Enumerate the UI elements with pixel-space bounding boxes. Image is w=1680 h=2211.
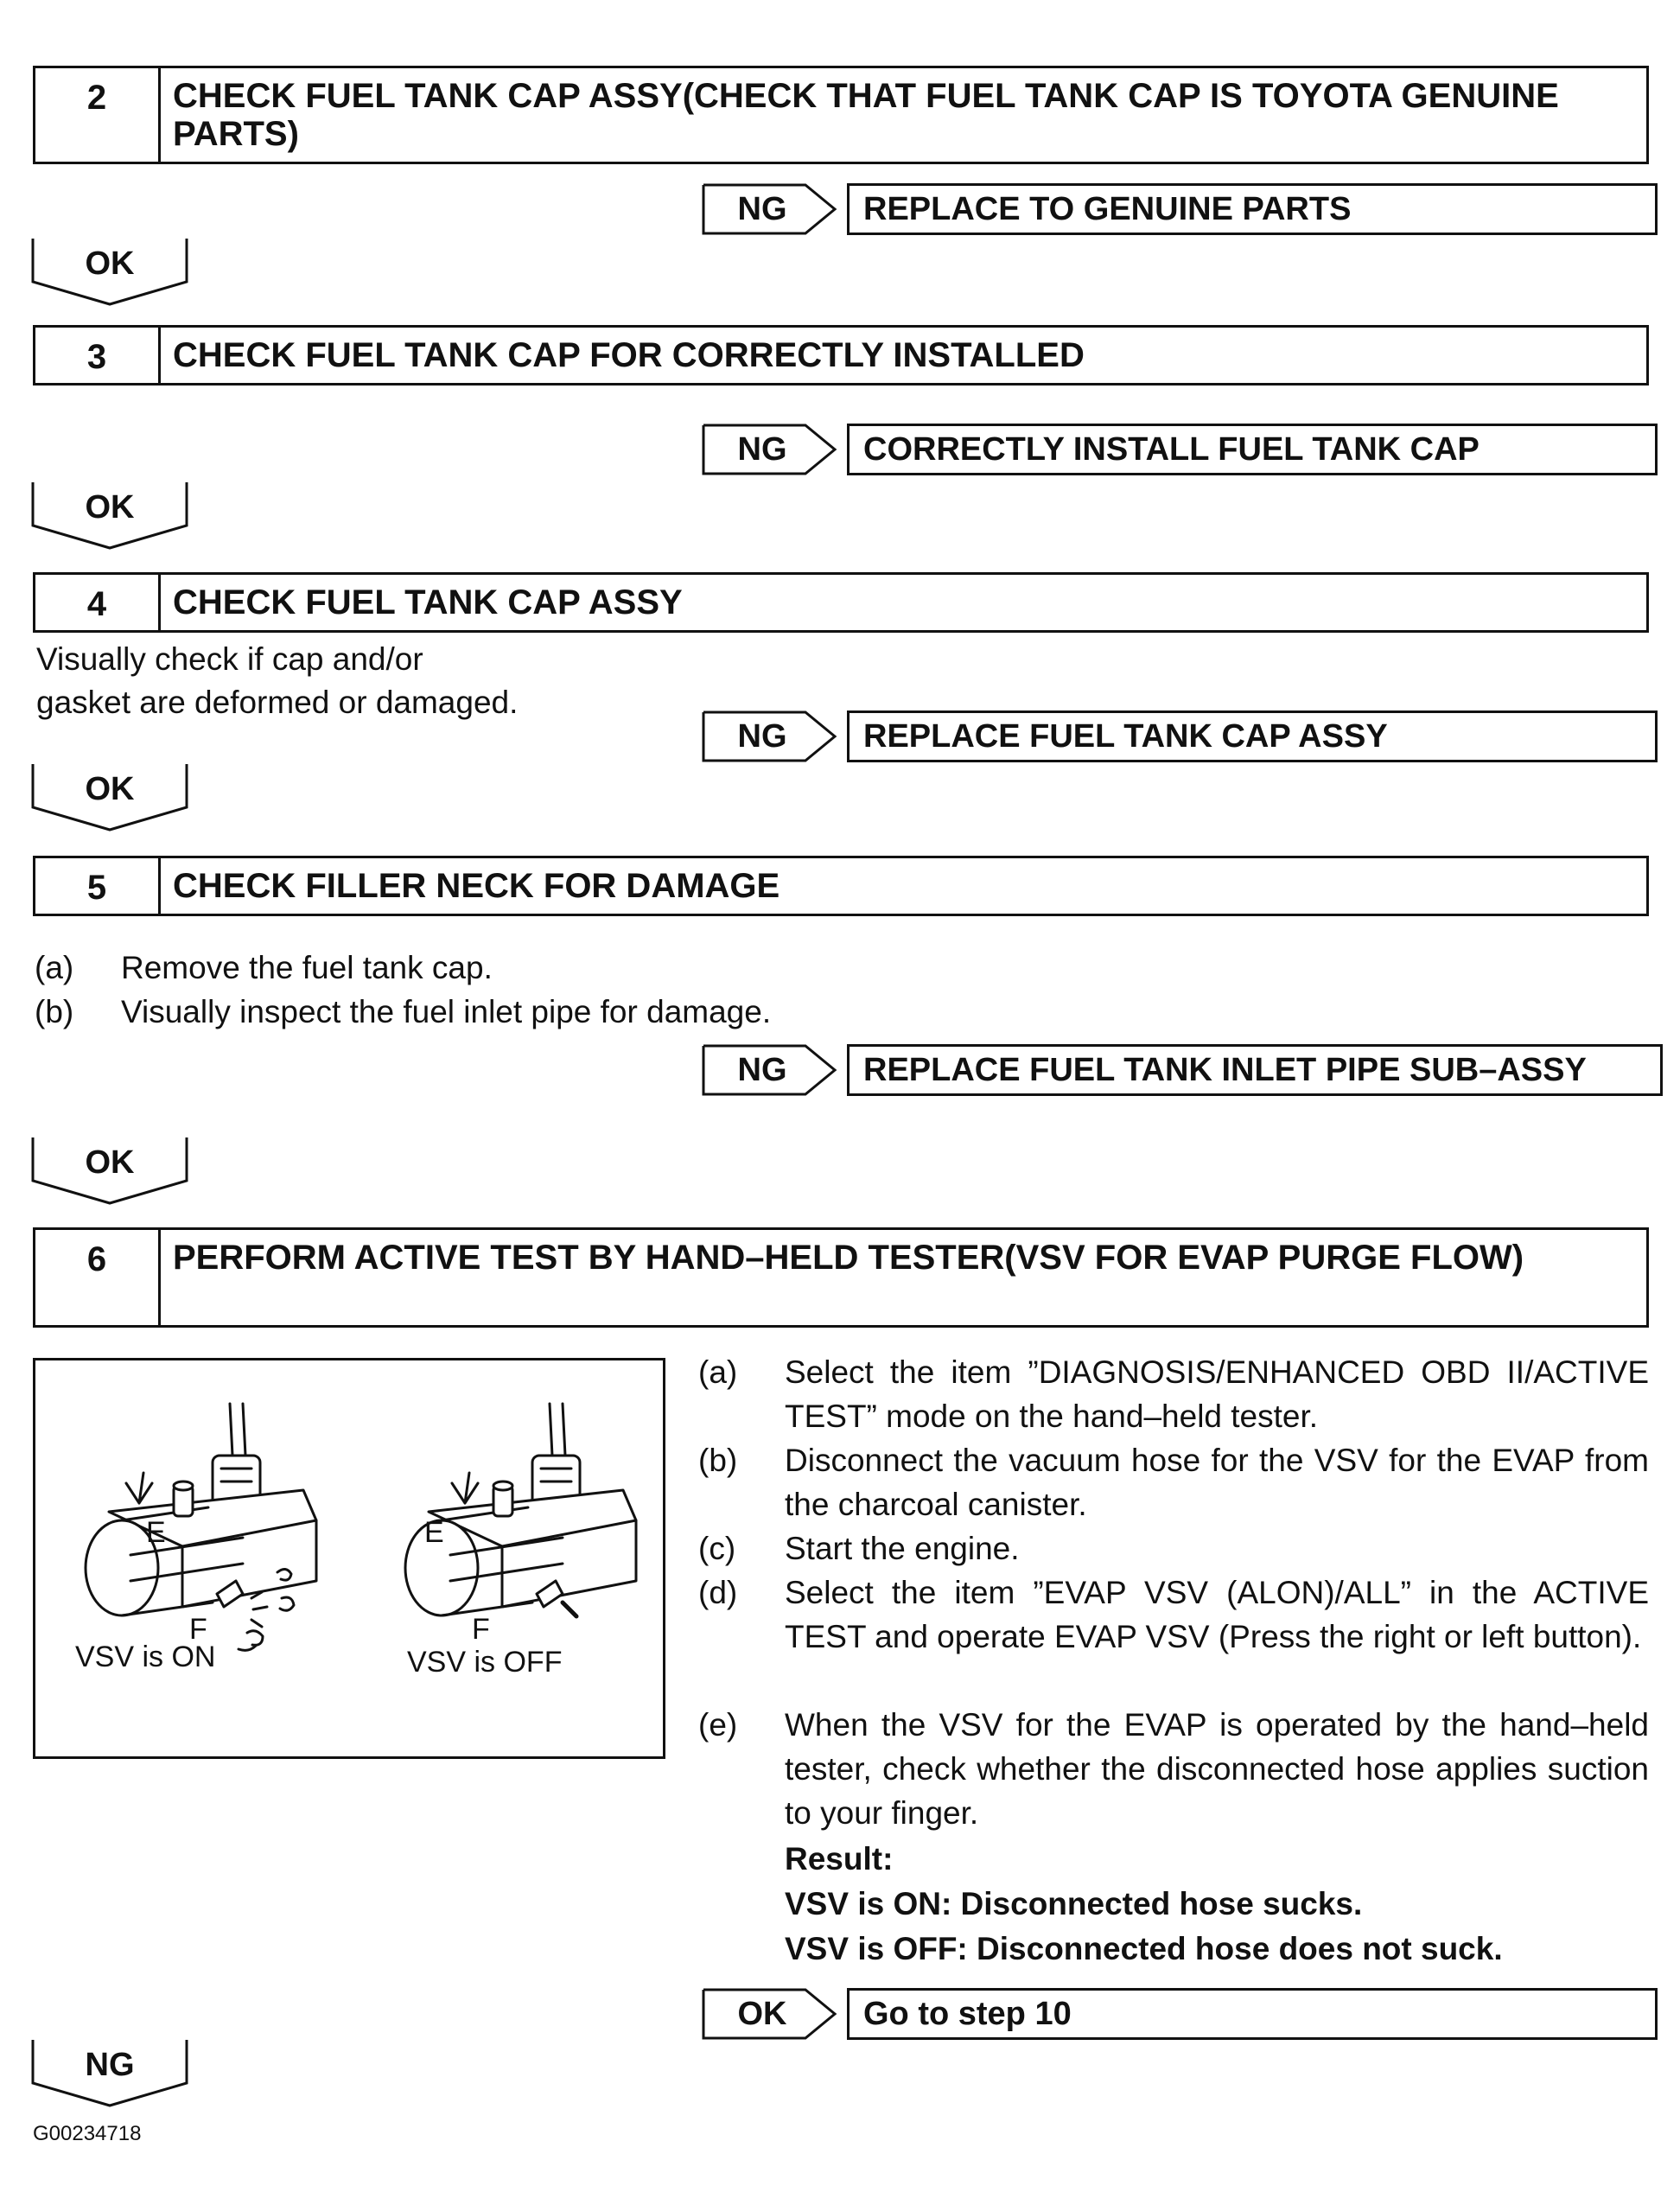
port-f-label-off: F: [472, 1613, 490, 1646]
step-title: CHECK FILLER NECK FOR DAMAGE: [173, 867, 780, 905]
step-4-header: [33, 572, 1649, 633]
step-2-header: [33, 66, 1649, 164]
ng-action: REPLACE FUEL TANK CAP ASSY: [847, 710, 1658, 762]
step-6-ok-result: [702, 1988, 1658, 2040]
ng-tag: NG: [702, 710, 838, 762]
step-number: 4: [35, 575, 161, 630]
step-6-item-e: (e) When the VSV for the EVAP is operated by the hand–held tester, check whether the disconnected hose applies suction to your finger.: [698, 1707, 1649, 1831]
step-5-ok-arrow: OK: [31, 1136, 188, 1207]
ng-tag: NG: [702, 424, 838, 475]
step-title: CHECK FUEL TANK CAP FOR CORRECTLY INSTALLED: [173, 336, 1085, 374]
step-2-ok-arrow: OK: [31, 237, 188, 308]
step-6-header: [33, 1227, 1649, 1328]
step-3-ng-result: [702, 424, 1658, 475]
caption-vsv-on: VSV is ON: [75, 1641, 216, 1673]
step-3-ok-arrow: OK: [31, 481, 188, 551]
ng-action: CORRECTLY INSTALL FUEL TANK CAP: [847, 424, 1658, 475]
step-6-item-d: (d) Select the item ”EVAP VSV (ALON)/ALL” in the ACTIVE TEST and operate EVAP VSV (Press the right or left button).: [698, 1575, 1649, 1654]
step-5-item-b: (b) Visually inspect the fuel inlet pipe for damage.: [35, 994, 772, 1029]
step-6-item-c: (c) Start the engine.: [698, 1531, 1020, 1566]
step-title: PERFORM ACTIVE TEST BY HAND–HELD TESTER(VSV FOR EVAP PURGE FLOW): [173, 1239, 1524, 1277]
port-e-label-on: E: [146, 1516, 166, 1549]
step-5-item-a: (a) Remove the fuel tank cap.: [35, 950, 493, 985]
ng-action: REPLACE FUEL TANK INLET PIPE SUB–ASSY: [847, 1044, 1663, 1096]
step-5-ng-result: [702, 1044, 1663, 1096]
step-number: 6: [35, 1230, 161, 1325]
vsv-illustration: [33, 1358, 665, 1759]
step-2-ng-result: [702, 183, 1658, 235]
port-e-label-off: E: [424, 1516, 444, 1549]
step-6-item-a: (a) Select the item ”DIAGNOSIS/ENHANCED OBD II/ACTIVE TEST” mode on the hand–held tester.: [698, 1354, 1649, 1434]
step-number: 3: [35, 328, 161, 383]
step-title: CHECK FUEL TANK CAP ASSY: [173, 583, 683, 621]
ok-tag: OK: [702, 1988, 838, 2040]
step-number: 2: [35, 68, 161, 162]
step-4-instruction: Visually check if cap and/or gasket are deformed or damaged.: [36, 641, 519, 720]
result-vsv-on: VSV is ON: Disconnected hose sucks.: [785, 1886, 1363, 1921]
step-3-header: [33, 325, 1649, 385]
caption-vsv-off: VSV is OFF: [407, 1646, 563, 1679]
ng-tag: NG: [702, 183, 838, 235]
vsv-drawing: [35, 1360, 663, 1756]
ok-action: Go to step 10: [847, 1988, 1658, 2040]
step-4-ng-result: [702, 710, 1658, 762]
ng-action: REPLACE TO GENUINE PARTS: [847, 183, 1658, 235]
step-number: 5: [35, 858, 161, 914]
result-label: Result:: [785, 1841, 894, 1876]
figure-code: G00234718: [33, 2122, 142, 2145]
step-title: CHECK FUEL TANK CAP ASSY(CHECK THAT FUEL TANK CAP IS TOYOTA GENUINE PARTS): [173, 77, 1559, 153]
step-4-ok-arrow: OK: [31, 762, 188, 833]
ng-tag: NG: [702, 1044, 838, 1096]
result-vsv-off: VSV is OFF: Disconnected hose does not suck.: [785, 1931, 1503, 1966]
port-f-label-on: F: [189, 1613, 207, 1646]
step-6-item-b: (b) Disconnect the vacuum hose for the VSV for the EVAP from the charcoal canister.: [698, 1443, 1649, 1522]
step-5-header: [33, 856, 1649, 916]
step-6-ng-arrow: NG: [31, 2038, 188, 2109]
